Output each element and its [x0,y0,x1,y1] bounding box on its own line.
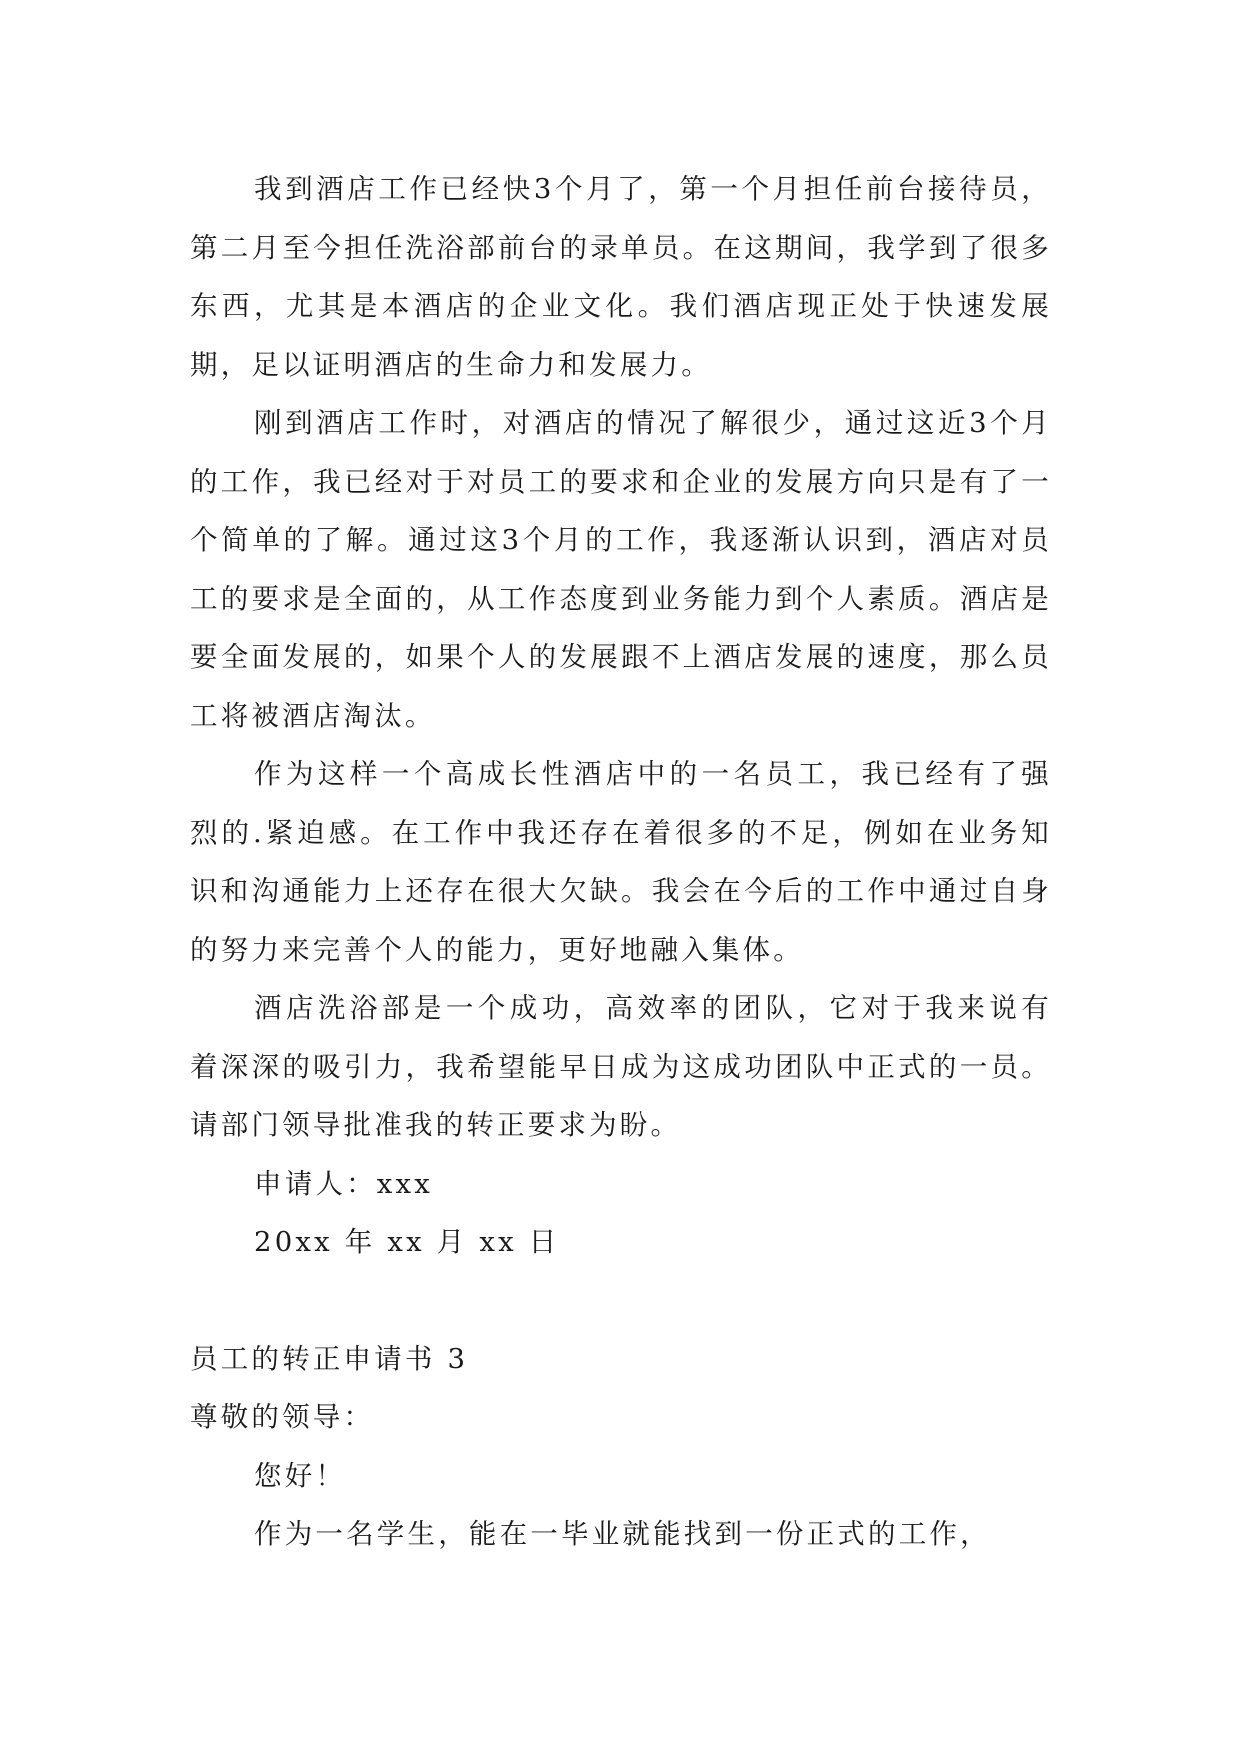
section-spacer [190,1272,1052,1330]
paragraph-4: 酒店洗浴部是一个成功，高效率的团队，它对于我来说有着深深的吸引力，我希望能早日成为这成功团队中正式的一员。请部门领导批准我的转正要求为盼。 [190,992,1052,1141]
salutation: 尊敬的领导： [190,1401,375,1433]
paragraph-5: 作为一名学生，能在一毕业就能找到一份正式的工作， [254,1518,991,1550]
paragraph-1: 我到酒店工作已经快3个月了，第一个月担任前台接待员，第二月至今担任洗浴部前台的录单员。在这期间，我学到了很多东西，尤其是本酒店的企业文化。我们酒店现正处于快速发展期，足以证明酒店的生命力和发展力。 [190,173,1052,381]
section-title: 员工的转正申请书 3 [190,1342,469,1375]
paragraph-2: 刚到酒店工作时，对酒店的情况了解很少，通过这近3个月的工作，我已经对于对员工的要求和企业的发展方向只是有了一个简单的了解。通过这3个月的工作，我逐渐认识到，酒店对员工的要求是全面的，从工作态度到业务能力到个人素质。酒店是要全面发展的，如果个人的发展跟不上酒店发展的速度，那么员工将被酒店淘汰。 [190,407,1053,732]
paragraph-3: 作为这样一个高成长性酒店中的一名员工，我已经有了强烈的.紧迫感。在工作中我还存在着很多的不足，例如在业务知识和沟通能力上还存在很大欠缺。我会在今后的工作中通过自身的努力来完善个人的能力，更好地融入集体。 [190,758,1052,966]
document-body [190,160,1052,1564]
date-line: 20xx 年 xx 月 xx 日 [254,1226,560,1258]
greeting: 您好！ [254,1459,347,1492]
applicant-line: 申请人：xxx [254,1167,433,1200]
